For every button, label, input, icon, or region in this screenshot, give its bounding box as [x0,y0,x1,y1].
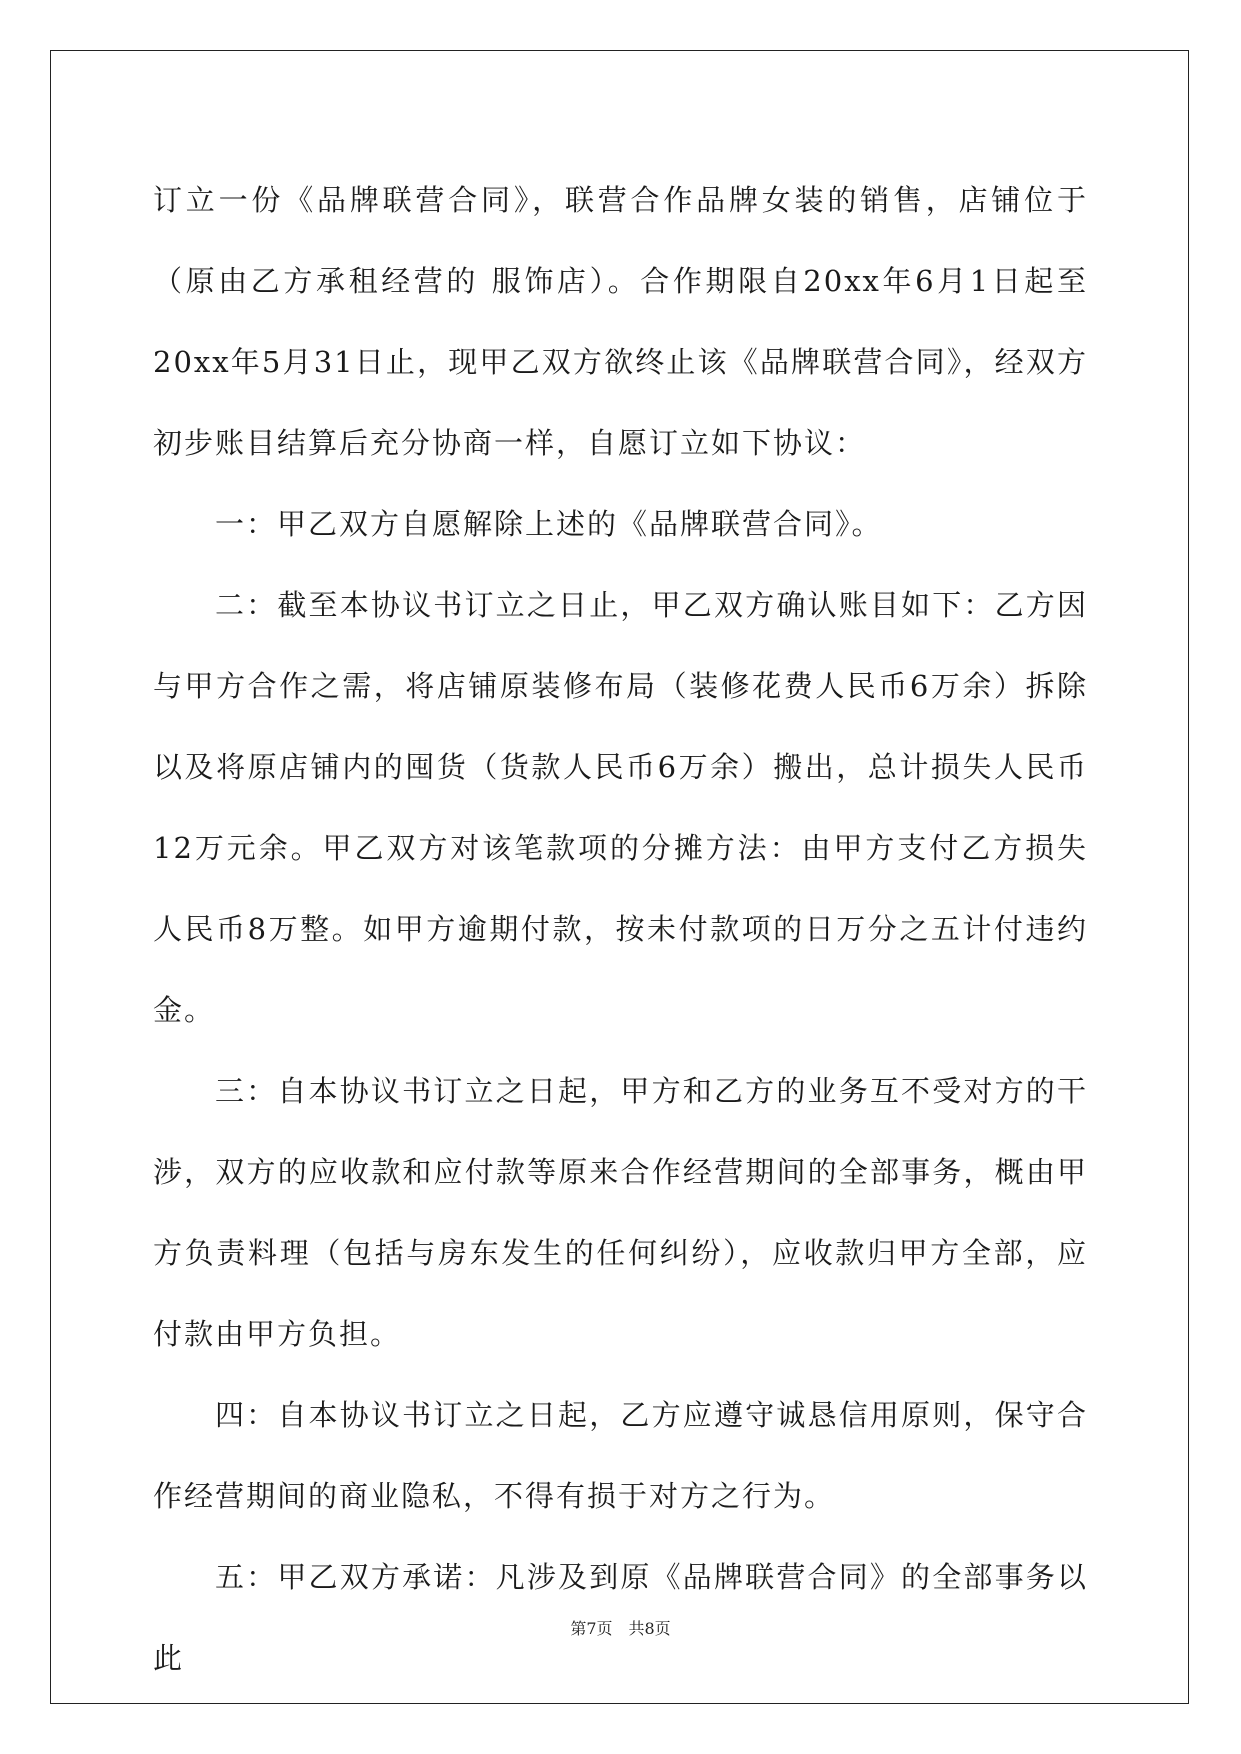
paragraph-clause-4: 四：自本协议书订立之日起，乙方应遵守诚恳信用原则，保守合作经营期间的商业隐私，不得有损于对方之行为。 [153,1398,1088,1513]
paragraph-clause-5: 五：甲乙双方承诺：凡涉及到原《品牌联营合同》的全部事务以此 [153,1560,1088,1675]
page-number-current: 第7页 [570,1619,613,1638]
paragraph-clause-2: 二：截至本协议书订立之日止，甲乙双方确认账目如下：乙方因与甲方合作之需，将店铺原装修布局（装修花费人民币6万余）拆除以及将原店铺内的囤货（货款人民币6万余）搬出，总计损失人民币12万元余。甲乙双方对该笔款项的分摊方法：由甲方支付乙方损失人民币8万整。如甲方逾期付款，按未付款项的日万分之五计付违约金。 [153,588,1088,1027]
document-body [153,160,1088,1699]
paragraph-intro: 订立一份《品牌联营合同》，联营合作品牌女装的销售，店铺位于 （原由乙方承租经营的 服饰店）。合作期限自20xx年6月1日起至20xx年5月31日止，现甲乙双方欲终止该《品牌联营合同》，经双方初步账目结算后充分协商一样，自愿订立如下协议： [153,183,1088,460]
paragraph-clause-3: 三：自本协议书订立之日起，甲方和乙方的业务互不受对方的干涉，双方的应收款和应付款等原来合作经营期间的全部事务，概由甲方负责料理（包括与房东发生的任何纠纷），应收款归甲方全部，应付款由甲方负担。 [153,1074,1088,1351]
page-number-total: 共8页 [628,1619,671,1638]
paragraph-clause-1: 一：甲乙双方自愿解除上述的《品牌联营合同》。 [215,507,883,541]
page-footer [0,1616,1241,1639]
